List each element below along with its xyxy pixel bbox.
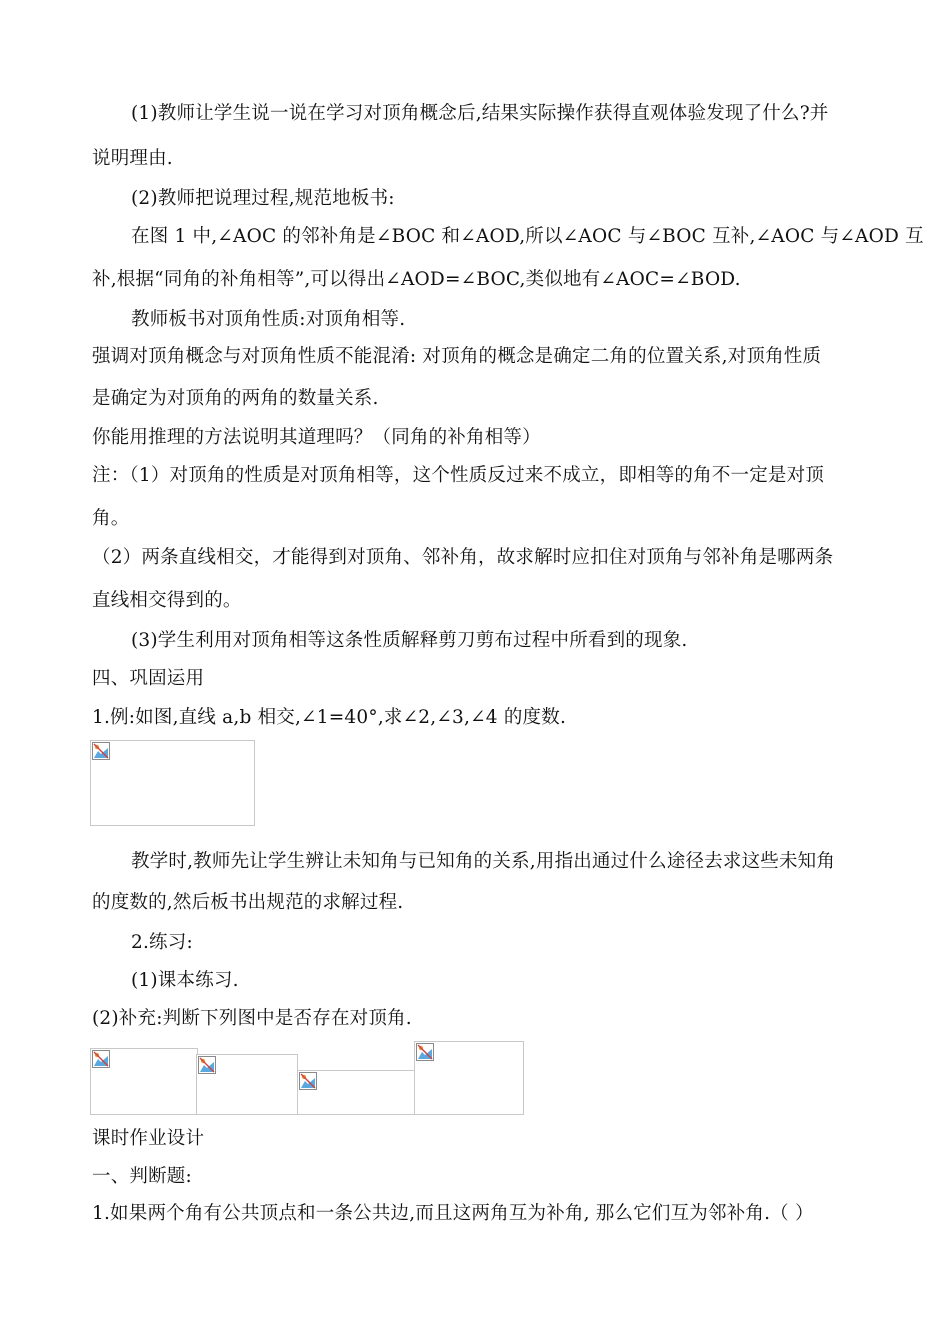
broken-image-icon <box>92 1050 110 1068</box>
section-heading: 四、巩固运用 <box>92 668 205 689</box>
paragraph-line: 教师板书对顶角性质:对顶角相等. <box>131 309 406 330</box>
broken-image-icon <box>92 742 110 760</box>
paragraph-line: 1.例:如图,直线 a,b 相交,∠1=40°,求∠2,∠3,∠4 的度数. <box>92 707 567 728</box>
broken-image-icon <box>416 1043 434 1061</box>
practice-figure-4-image <box>414 1041 524 1115</box>
paragraph-line: 在图 1 中,∠AOC 的邻补角是∠BOC 和∠AOD,所以∠AOC 与∠BOC 互补,∠AOC 与∠AOD 互 <box>131 226 924 247</box>
paragraph-line: (2)教师把说理过程,规范地板书: <box>131 188 395 209</box>
paragraph-line: 角。 <box>92 508 130 529</box>
paragraph-line: 的度数的,然后板书出规范的求解过程. <box>92 892 404 913</box>
paragraph-line: 是确定为对顶角的两角的数量关系. <box>92 388 379 409</box>
paragraph-line: (3)学生利用对顶角相等这条性质解释剪刀剪布过程中所看到的现象. <box>131 630 688 651</box>
paragraph-line: 教学时,教师先让学生辨让未知角与已知角的关系,用指出通过什么途径去求这些未知角 <box>131 851 836 872</box>
section-heading: 课时作业设计 <box>92 1128 205 1149</box>
practice-figure-2-image <box>196 1054 298 1115</box>
paragraph-line: 补,根据“同角的补角相等”,可以得出∠AOD=∠BOC,类似地有∠AOC=∠BOD. <box>92 269 741 290</box>
paragraph-line: 2.练习: <box>131 932 193 953</box>
broken-image-icon <box>198 1056 216 1074</box>
section-heading: 一、判断题: <box>92 1166 192 1187</box>
example-figure-image <box>90 740 255 826</box>
paragraph-line: 强调对顶角概念与对顶角性质不能混淆: 对顶角的概念是确定二角的位置关系,对顶角性质 <box>92 346 822 367</box>
paragraph-line: (1)教师让学生说一说在学习对顶角概念后,结果实际操作获得直观体验发现了什么?并 <box>131 103 829 124</box>
paragraph-line: (2)补充:判断下列图中是否存在对顶角. <box>92 1008 412 1029</box>
paragraph-line: 直线相交得到的。 <box>92 590 242 611</box>
paragraph-line: 说明理由. <box>92 148 173 169</box>
paragraph-line: （2）两条直线相交，才能得到对顶角、邻补角，故求解时应扣住对顶角与邻补角是哪两条 <box>92 547 834 568</box>
broken-image-icon <box>299 1072 317 1090</box>
paragraph-line: 你能用推理的方法说明其道理吗？（同角的补角相等） <box>92 427 541 448</box>
paragraph-line: (1)课本练习. <box>131 970 239 991</box>
practice-figure-3-image <box>297 1070 415 1115</box>
paragraph-line: 注：（1）对顶角的性质是对顶角相等，这个性质反过来不成立，即相等的角不一定是对顶 <box>92 465 825 486</box>
practice-figure-1-image <box>90 1048 198 1115</box>
paragraph-line: 1.如果两个角有公共顶点和一条公共边,而且这两角互为补角, 那么它们互为邻补角.（ ） <box>92 1203 814 1224</box>
